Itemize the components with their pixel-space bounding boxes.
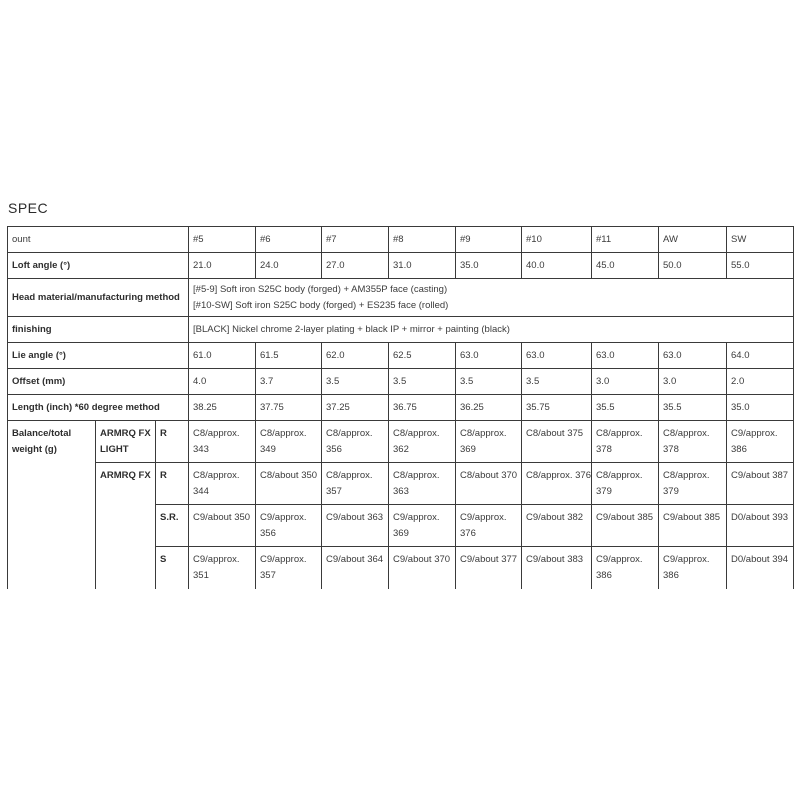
table-cell: 63.0 bbox=[592, 343, 659, 369]
table-cell: 63.0 bbox=[659, 343, 727, 369]
lie-row bbox=[8, 343, 794, 369]
table-cell: C8/approx. 378 bbox=[592, 421, 659, 463]
flex-label: S.R. bbox=[156, 505, 189, 547]
shaft-label: ARMRQ FX bbox=[96, 463, 156, 589]
table-cell: C9/about 385 bbox=[659, 505, 727, 547]
table-cell: C9/approx. 351 bbox=[189, 547, 256, 589]
head-material-row bbox=[8, 279, 794, 317]
table-cell: C9/approx. 356 bbox=[256, 505, 322, 547]
row-label: Offset (mm) bbox=[8, 369, 189, 395]
offset-row bbox=[8, 369, 794, 395]
table-cell: C8/approx. 378 bbox=[659, 421, 727, 463]
table-cell: 3.5 bbox=[456, 369, 522, 395]
head-material-cell bbox=[189, 279, 794, 317]
table-cell: D0/about 393 bbox=[727, 505, 794, 547]
table-cell: 62.0 bbox=[322, 343, 389, 369]
table-cell: 3.7 bbox=[256, 369, 322, 395]
table-cell: 63.0 bbox=[456, 343, 522, 369]
table-cell: C8/approx. 356 bbox=[322, 421, 389, 463]
table-cell: 3.5 bbox=[322, 369, 389, 395]
col-header: #6 bbox=[256, 227, 322, 253]
table-cell: 62.5 bbox=[389, 343, 456, 369]
table-cell: C9/about 364 bbox=[322, 547, 389, 589]
col-header: #11 bbox=[592, 227, 659, 253]
spec-table bbox=[7, 226, 794, 589]
table-cell: 35.75 bbox=[522, 395, 592, 421]
length-row bbox=[8, 395, 794, 421]
flex-label: R bbox=[156, 421, 189, 463]
row-label: Head material/manufacturing method bbox=[8, 279, 189, 317]
table-cell: C9/approx. 386 bbox=[659, 547, 727, 589]
flex-label: S bbox=[156, 547, 189, 589]
table-cell: D0/about 394 bbox=[727, 547, 794, 589]
shaft-label: ARMRQ FX LIGHT bbox=[96, 421, 156, 463]
table-cell: C8/approx. 369 bbox=[456, 421, 522, 463]
table-cell: C9/approx. 357 bbox=[256, 547, 322, 589]
table-cell: 55.0 bbox=[727, 253, 794, 279]
table-cell: C9/about 377 bbox=[456, 547, 522, 589]
table-cell: C9/about 382 bbox=[522, 505, 592, 547]
row-label: Lie angle (°) bbox=[8, 343, 189, 369]
balance-label: Balance/total weight (g) bbox=[8, 421, 96, 589]
table-cell: C9/about 370 bbox=[389, 547, 456, 589]
head-material-line: [#10-SW] Soft iron S25C body (forged) + ES235 face (rolled) bbox=[193, 299, 449, 311]
header-label: ount bbox=[8, 227, 189, 253]
table-cell: C8/approx. 379 bbox=[592, 463, 659, 505]
table-cell: C9/about 363 bbox=[322, 505, 389, 547]
table-cell: 38.25 bbox=[189, 395, 256, 421]
header-row bbox=[8, 227, 794, 253]
table-cell: 3.5 bbox=[389, 369, 456, 395]
table-cell: C8/approx. 349 bbox=[256, 421, 322, 463]
loft-row bbox=[8, 253, 794, 279]
table-cell: C9/about 385 bbox=[592, 505, 659, 547]
row-label: Length (inch) *60 degree method bbox=[8, 395, 189, 421]
table-cell: C8/about 350 bbox=[256, 463, 322, 505]
col-header: AW bbox=[659, 227, 727, 253]
table-cell: 35.5 bbox=[592, 395, 659, 421]
table-cell: 61.0 bbox=[189, 343, 256, 369]
table-cell: C8/approx. 363 bbox=[389, 463, 456, 505]
table-cell: 24.0 bbox=[256, 253, 322, 279]
col-header: SW bbox=[727, 227, 794, 253]
table-cell: C8/about 375 bbox=[522, 421, 592, 463]
table-cell: 35.0 bbox=[727, 395, 794, 421]
table-cell: C8/approx. 343 bbox=[189, 421, 256, 463]
finishing-row bbox=[8, 317, 794, 343]
col-header: #8 bbox=[389, 227, 456, 253]
col-header: #5 bbox=[189, 227, 256, 253]
table-cell: 64.0 bbox=[727, 343, 794, 369]
section-title: SPEC bbox=[8, 200, 49, 216]
table-cell: C9/approx. 386 bbox=[727, 421, 794, 463]
table-cell: C9/about 383 bbox=[522, 547, 592, 589]
table-cell: C9/approx. 376 bbox=[456, 505, 522, 547]
table-cell: C8/about 370 bbox=[456, 463, 522, 505]
head-material-line: [#5-9] Soft iron S25C body (forged) + AM355P face (casting) bbox=[193, 283, 448, 295]
table-cell: 31.0 bbox=[389, 253, 456, 279]
row-label: Loft angle (°) bbox=[8, 253, 189, 279]
col-header: #9 bbox=[456, 227, 522, 253]
finishing-cell: [BLACK] Nickel chrome 2-layer plating + black IP + mirror + painting (black) bbox=[189, 317, 794, 343]
table-cell: 50.0 bbox=[659, 253, 727, 279]
table-cell: 36.25 bbox=[456, 395, 522, 421]
flex-label: R bbox=[156, 463, 189, 505]
table-cell: 63.0 bbox=[522, 343, 592, 369]
table-cell: C8/approx. 357 bbox=[322, 463, 389, 505]
balance-row bbox=[8, 463, 794, 505]
balance-row bbox=[8, 421, 794, 463]
table-cell: 21.0 bbox=[189, 253, 256, 279]
table-cell: 36.75 bbox=[389, 395, 456, 421]
table-cell: C8/approx. 362 bbox=[389, 421, 456, 463]
table-cell: 37.75 bbox=[256, 395, 322, 421]
col-header: #7 bbox=[322, 227, 389, 253]
table-cell: C9/approx. 369 bbox=[389, 505, 456, 547]
table-cell: C8/approx. 379 bbox=[659, 463, 727, 505]
table-cell: C9/about 350 bbox=[189, 505, 256, 547]
table-cell: 45.0 bbox=[592, 253, 659, 279]
row-label: finishing bbox=[8, 317, 189, 343]
table-cell: 3.0 bbox=[592, 369, 659, 395]
table-cell: 3.0 bbox=[659, 369, 727, 395]
table-cell: 37.25 bbox=[322, 395, 389, 421]
table-cell: 27.0 bbox=[322, 253, 389, 279]
table-cell: C8/approx. 344 bbox=[189, 463, 256, 505]
table-cell: 35.5 bbox=[659, 395, 727, 421]
table-cell: C8/approx. 376 bbox=[522, 463, 592, 505]
table-cell: 3.5 bbox=[522, 369, 592, 395]
table-cell: C9/approx. 386 bbox=[592, 547, 659, 589]
table-cell: 61.5 bbox=[256, 343, 322, 369]
table-cell: C9/about 387 bbox=[727, 463, 794, 505]
table-cell: 40.0 bbox=[522, 253, 592, 279]
table-cell: 2.0 bbox=[727, 369, 794, 395]
table-cell: 4.0 bbox=[189, 369, 256, 395]
table-cell: 35.0 bbox=[456, 253, 522, 279]
col-header: #10 bbox=[522, 227, 592, 253]
